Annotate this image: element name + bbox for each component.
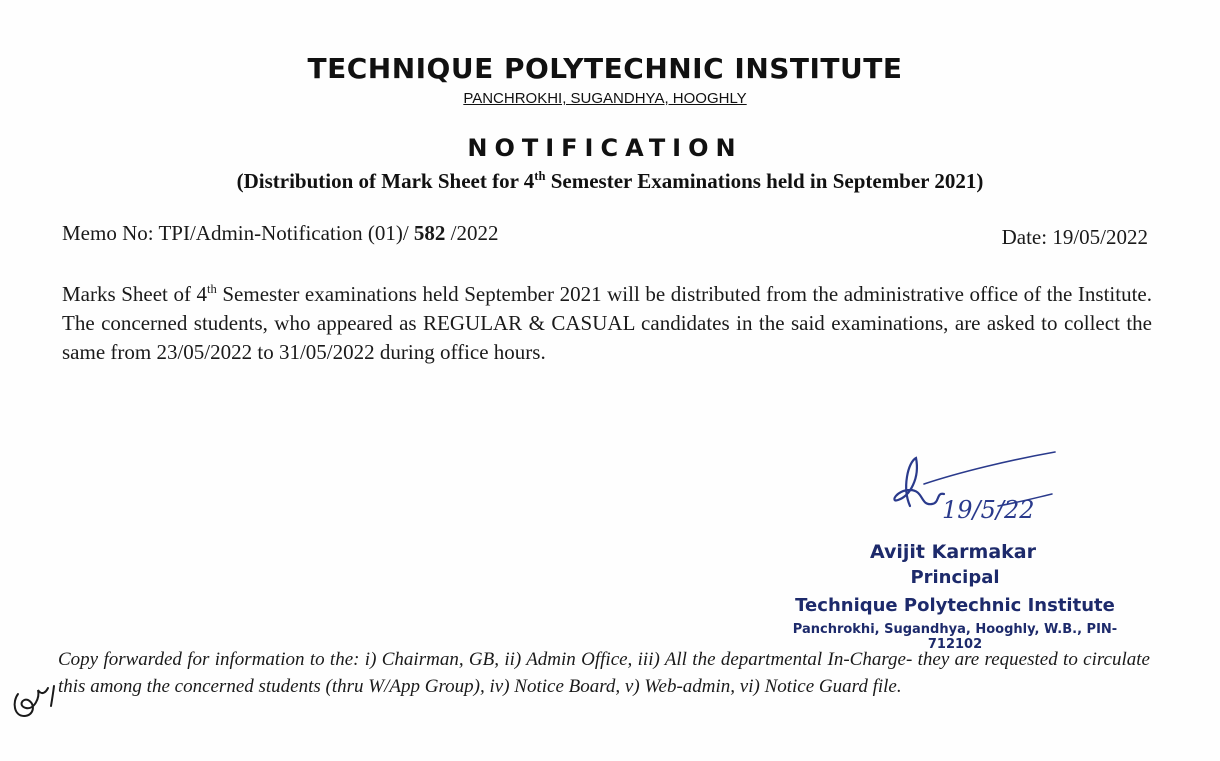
body-text-start: Marks Sheet of 4 [62,282,208,306]
body-text-end: Semester examinations held September 2021 will be distributed from the administrative office of the Institute. The concerned students, who appeared as REGULAR & CASUAL candidates in the said examinations, are asked to collect the same from 23/05/2022 to 31/05/2022 during office hours. [62,282,1152,364]
signatory-designation: Principal [910,567,1000,588]
notification-subtitle [0,169,1220,194]
memo-number [62,221,499,246]
copy-forwarded-note: Copy forwarded for information to the: i) Chairman, GB, ii) Admin Office, iii) All the departmental In-Charge- they are requested to circulate this among the concerned students (thru W/App Group), iv) Notice Board, v) Web-admin, vi) Notice Guard file. [58,649,1150,697]
subtitle-superscript: th [534,169,546,183]
principal-signature [880,448,1060,528]
memo-serial: 582 [413,221,446,245]
institute-address: PANCHROKHI, SUGANDHYA, HOOGHLY [463,90,747,107]
body-superscript: th [207,282,217,296]
memo-date: Date: 19/05/2022 [1001,225,1148,249]
signatory-institute: Technique Polytechnic Institute [795,595,1115,616]
subtitle-text-end: Semester Examinations held in September 2021) [545,169,984,193]
signatory-address: Panchrokhi, Sugandhya, Hooghly, W.B., PIN-712102 [792,622,1118,652]
subtitle-text-start: (Distribution of Mark Sheet for 4 [236,169,535,193]
institute-name: TECHNIQUE POLYTECHNIC INSTITUTE [307,52,903,85]
signatory-name: Avijit Karmakar [869,541,1036,563]
notification-title: NOTIFICATION [467,134,743,162]
signature-date: 19/5/22 [942,496,1035,524]
notification-body [62,280,1152,367]
memo-suffix: /2022 [445,221,499,245]
memo-prefix: Memo No: TPI/Admin-Notification (01)/ [62,221,414,245]
